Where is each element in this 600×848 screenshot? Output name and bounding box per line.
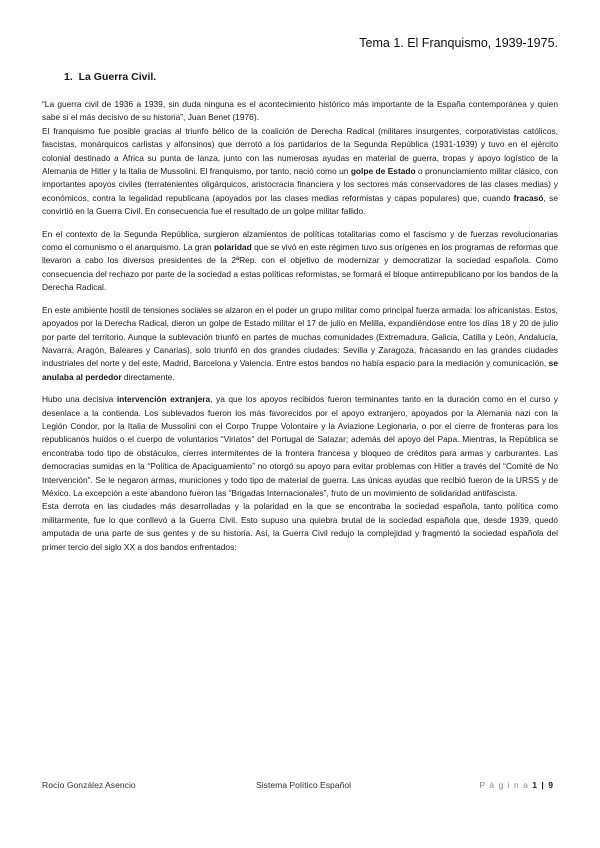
document-body <box>42 98 558 554</box>
footer-page-number <box>479 780 554 790</box>
text-run: , se convirtió en la Guerra Civil. En consecuencia fue el resultado de un golpe militar fallido. <box>42 192 558 217</box>
footer-course: Sistema Político Español <box>256 780 352 790</box>
paragraph-franquismo-origin <box>42 125 558 219</box>
section-title: La Guerra Civil. <box>78 71 157 83</box>
paragraph-quiebra-sociedad: Esta derrota en las ciudades más desarrolladas y la polaridad en la que se encontraba la sociedad española, tanto política como militarmente, fue lo que conllevó a la Guerra Civil. Esto supuso una quiebra brutal de la sociedad española que, desde 1939, quedó amputada de una parte de sus gentes y de su historia. Así, la Guerra Civil redujo la complejidad y fragmentó la sociedad española del primer tercio del siglo XX a dos bandos enfrentados: <box>42 501 558 552</box>
emphasis-intervencion-extranjera: intervención extranjera <box>116 394 211 405</box>
text-run: , ya que los apoyos recibidos fueron terminantes tanto en la duración como en el curso y desenlace a la contienda. Los sublevados fueron los más favorecidos por el apoyo extranjero, apoyados por la Alemania nazi con la Legión Condor, por la Italia de Mussolini con el Corpo Truppe Volontaire y la Aviazione Legionaria, o por el cierre de fronteras para los republicanos huidos o el cuerpo de voluntarios “Viriatos” del Portugal de Salazar; además del apoyo del Papa. Mientras, la República se encontraba todo tipo de obstáculos, cierres intermitentes de la frontera francesa y bloqueo de créditos para armas y carburantes. Las democracias sumidas en la “Política de Apaciguamiento” no otorgó su apoyo para evitar problemas con Hitler a través del “Comité de No Intervención”. Se le negaron armas, municiones y todo tipo de material de guerra. Las únicas ayudas que recibió fueron de la URSS y de México. La excepción a este abandono fueron las “Brigadas Internacionales”, fruto de un movimiento de solidaridad antifascista. <box>42 394 558 498</box>
text-run: o pronunciamiento militar clásico, con importantes apoyos civiles (terratenientes oligárquicos, aristocracia financiera y los sectores más conservadores de las clases medias) y económicos, contra la legalidad republicana (apoyados por las clases medias reformistas y capas populares) que, cuando <box>42 166 558 203</box>
emphasis-anulaba-perdedor: se anulaba al perdedor <box>42 358 558 382</box>
text-run: directamente. <box>121 371 175 382</box>
text-run: En este ambiente hostil de tensiones sociales se alzaron en el poder un grupo militar como principal fuerza armada: los africanistas. Estos, apoyados por la Derecha Radical, dieron un golpe de Estado militar el 17 de julio en Melilla, expandiéndose entre los días 18 y 20 de julio por parte del territorio. Aunque la sublevación triunfó en partes de muchas comunidades (Extremadura, Galicia, Catilla y León, Andalucía, Navarra, Aragón, Baleares y Canarias), solo triunfó en dos grandes ciudades: Sevilla y Zaragoza, fracasando en las grandes ciudades industriales del norte y del este, Madrid, Barcelona y Valencia. Entre estos bandos no había espacio para la mediación y comunicación, <box>42 304 558 369</box>
total-pages: 9 <box>548 780 554 790</box>
section-number: 1. <box>64 71 73 83</box>
page-footer <box>42 780 558 794</box>
emphasis-polaridad: polaridad <box>214 242 252 253</box>
text-run: que se vivó en este régimen tuvo sus orígenes en los programas de reformas que llevaron a cabo los diversos presidentes de la 2ªRep. con el objetivo de modernizar y democratizar la sociedad española. Como consecuencia del rechazo por parte de la sociedad a estas políticas reformistas, se formará el bloque antirrepublicano por los bandos de la Derecha Radical. <box>42 242 559 293</box>
text-run: En el contexto de la Segunda República, surgieron alzamientos de políticas totalitarias como el fascismo y de fuerzas revolucionarias como el comunismo o el anarquismo. La gran <box>42 228 558 253</box>
paragraph-sublevacion <box>42 304 558 384</box>
section-heading <box>64 71 156 83</box>
paragraph-segunda-republica <box>42 228 558 295</box>
page-word: P á g i n a <box>479 780 529 790</box>
emphasis-fracaso: fracasó <box>513 192 544 203</box>
emphasis-golpe-de-estado: golpe de Estado <box>350 166 416 177</box>
opening-quote: “La guerra civil de 1936 a 1939, sin duda ninguna es el acontecimiento histórico más importante de la España contemporánea y quien sabe si el más decisivo de su historia”, Juan Benet (1976). <box>42 99 558 123</box>
current-page: 1 <box>532 780 539 790</box>
text-run: El franquismo fue posible gracias al triunfo bélico de la coalición de Derecha Radical (militares insurgentes, corporativistas católicos, fascistas, monárquicos carlistas y alfonsinos) que derrotó a los partidarios de la Segunda República (1931-1939) y tuvo en el ejército colonial destinado a África su punta de lanza, junto con las numerosas ayudas en material de guerra, tropas y apoyo logístico de la Alemania de Hitler y la Italia de Mussolini. El franquismo, por tanto, nació como un <box>42 125 558 177</box>
paragraph-intervencion-extranjera <box>42 393 558 500</box>
document-header-title: Tema 1. El Franquismo, 1939-1975. <box>359 36 558 50</box>
text-run: Hubo una decisiva <box>42 394 117 405</box>
footer-author: Rocío González Asencio <box>42 780 136 790</box>
page-separator: | <box>541 780 545 790</box>
